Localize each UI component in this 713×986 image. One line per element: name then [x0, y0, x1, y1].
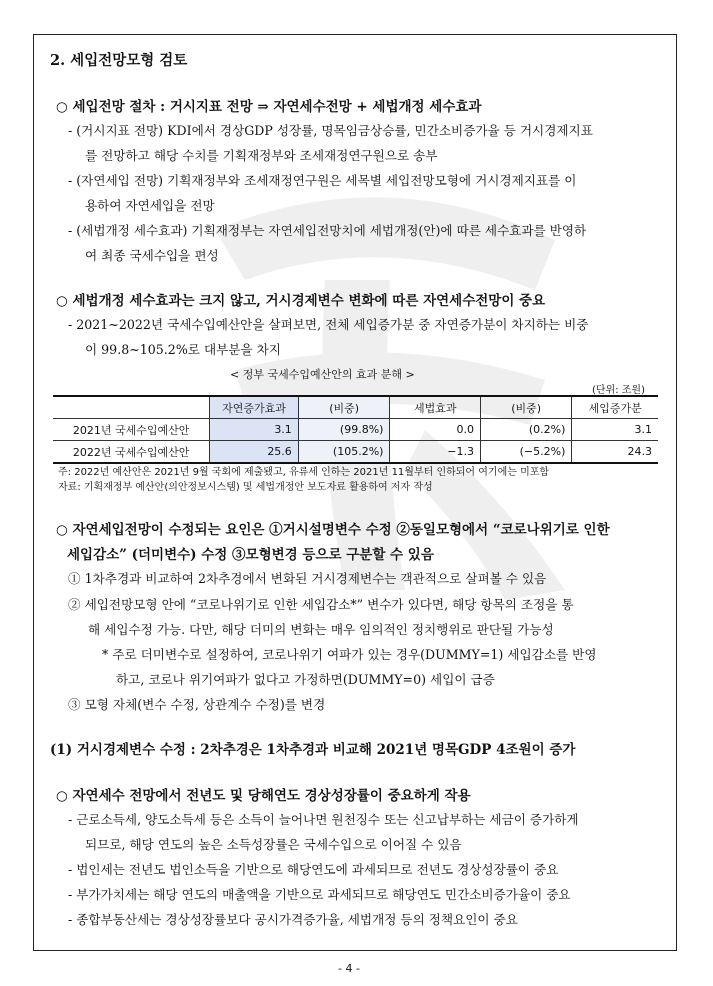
table-note: 주: 2022년 예산안은 2021년 9월 국회에 제출됐고, 유류세 인하는 2021년 11월부터 인하되어 여기에는 미포함: [58, 467, 550, 478]
bullet-3-item-1: ① 1차추경과 비교하여 2차추경에서 변화된 거시경제변수는 객관적으로 살펴볼 수 있음: [68, 571, 547, 586]
circle-bullet-icon: ○: [56, 99, 68, 115]
table-cell: −1.3: [390, 441, 481, 464]
table-cell: 3.1: [572, 419, 658, 441]
bullet-2-line-2: 이 99.8~105.2%로 대부분을 차지: [85, 342, 281, 357]
bullet-2-heading: ○ 세법개정 세수효과는 크지 않고, 거시경제변수 변화에 따른 자연세수전망이 중요: [56, 293, 546, 309]
table-cell: (99.8%): [298, 419, 390, 441]
table-header-cell: (비중): [298, 396, 390, 419]
table-cell: 2021년 국세수입예산안: [53, 419, 210, 441]
bullet-3-footnote: * 주로 더미변수로 설정하여, 코로나위기 여파가 있는 경우(DUMMY=1) 세입감소를 반영: [102, 647, 597, 662]
circle-bullet-icon: ○: [56, 293, 68, 309]
bullet-1-heading: ○ 세입전망 절차 : 거시지표 전망 ⇒ 자연세수전망 + 세법개정 세수효과: [56, 99, 482, 115]
page-number: - 4 -: [338, 962, 360, 975]
table-cell: 2022년 국세수입예산안: [53, 441, 210, 464]
table-row: [53, 419, 658, 441]
table-cell: (105.2%): [298, 441, 390, 464]
bullet-3-heading: ○ 자연세입전망이 수정되는 요인은 ①거시설명변수 수정 ②동일모형에서 “코로나위기로 인한: [56, 522, 610, 538]
bullet-3-heading-2: 세입감소” (더미변수) 수정 ③모형변경 등으로 구분할 수 있음: [67, 547, 434, 563]
table-header-row: [53, 396, 658, 419]
bullet-3-item-2: ② 세입전망모형 안에 “코로나위기로 인한 세입감소*” 변수가 있다면, 해당 항목의 조정을 통: [68, 597, 574, 612]
bullet-4-line-3: - 법인세는 전년도 법인소득을 기반으로 해당연도에 과세되므로 전년도 경상성장률이 중요: [68, 862, 559, 877]
bullet-3-item-2-cont: 해 세입수정 가능. 다만, 해당 더미의 변화는 매우 임의적인 정치행위로 판단될 가능성: [88, 622, 554, 637]
table-header-cell: 자연증가효과: [210, 396, 299, 419]
bullet-1-line-6: 여 최종 국세수입을 편성: [85, 248, 219, 263]
table-cell: 24.3: [572, 441, 658, 464]
table-source: 자료: 기획재정부 예산안(의안정보시스템) 및 세법개정안 보도자료 활용하여 저자 작성: [58, 482, 433, 493]
bullet-4-line-2: 되므로, 해당 연도의 높은 소득성장률은 국세수입으로 이어질 수 있음: [85, 837, 462, 852]
circle-bullet-icon: ○: [56, 522, 68, 538]
table-header-cell: (비중): [480, 396, 571, 419]
table-cell: (0.2%): [480, 419, 571, 441]
sub-heading: (1) 거시경제변수 수정 : 2차추경은 1차추경과 비교해 2021년 명목GDP 4조원이 증가: [50, 742, 576, 758]
bullet-1-line-4: 용하여 자연세입을 전망: [85, 198, 215, 213]
table-cell: 0.0: [390, 419, 481, 441]
table-cell: 3.1: [210, 419, 299, 441]
table-cell: (−5.2%): [480, 441, 571, 464]
bullet-3-item-3: ③ 모형 자체(변수 수정, 상관계수 수정)를 변경: [68, 697, 326, 712]
revenue-table: [53, 395, 658, 464]
bullet-4-line-4: - 부가가치세는 해당 연도의 매출액을 기반으로 과세되므로 해당연도 민간소비증가율이 중요: [68, 887, 571, 902]
bullet-1-line-2: 를 전망하고 해당 수치를 기획재정부와 조세재정연구원으로 송부: [85, 148, 438, 163]
bullet-2-line-1: - 2021~2022년 국세수입예산안을 살펴보면, 전체 세입증가분 중 자연증가분이 차지하는 비중: [68, 317, 589, 332]
circle-bullet-icon: ○: [56, 788, 68, 804]
table-header-cell: 세법효과: [390, 396, 481, 419]
section-title: 2. 세입전망모형 검토: [50, 52, 188, 69]
bullet-4-line-1: - 근로소득세, 양도소득세 등은 소득이 늘어나면 원천징수 또는 신고납부하는 세금이 증가하게: [68, 812, 579, 827]
bullet-4-line-5: - 종합부동산세는 경상성장률보다 공시가격증가율, 세법개정 등의 정책요인이 중요: [68, 912, 518, 927]
bullet-1-line-1: - (거시지표 전망) KDI에서 경상GDP 성장률, 명목임금상승률, 민간소비증가율 등 거시경제지표: [68, 123, 593, 138]
table-header-cell: [53, 396, 210, 419]
bullet-3-footnote-cont: 하고, 코로나 위기여파가 없다고 가정하면(DUMMY=0) 세입이 급증: [116, 672, 495, 687]
table-row: [53, 441, 658, 464]
table-caption: < 정부 국세수입예산안의 효과 분해 >: [230, 368, 415, 381]
bullet-1-line-3: - (자연세입 전망) 기획재정부와 조세재정연구원은 세목별 세입전망모형에 거시경제지표를 이: [68, 173, 577, 188]
bullet-4-heading: ○ 자연세수 전망에서 전년도 및 당해연도 경상성장률이 중요하게 작용: [56, 788, 471, 804]
bullet-1-line-5: - (세법개정 세수효과) 기획재정부는 자연세입전망치에 세법개정(안)에 따른 세수효과를 반영하: [68, 223, 587, 238]
table-cell: 25.6: [210, 441, 299, 464]
table-header-cell: 세입증가분: [572, 396, 658, 419]
table-unit: (단위: 조원): [592, 385, 645, 396]
